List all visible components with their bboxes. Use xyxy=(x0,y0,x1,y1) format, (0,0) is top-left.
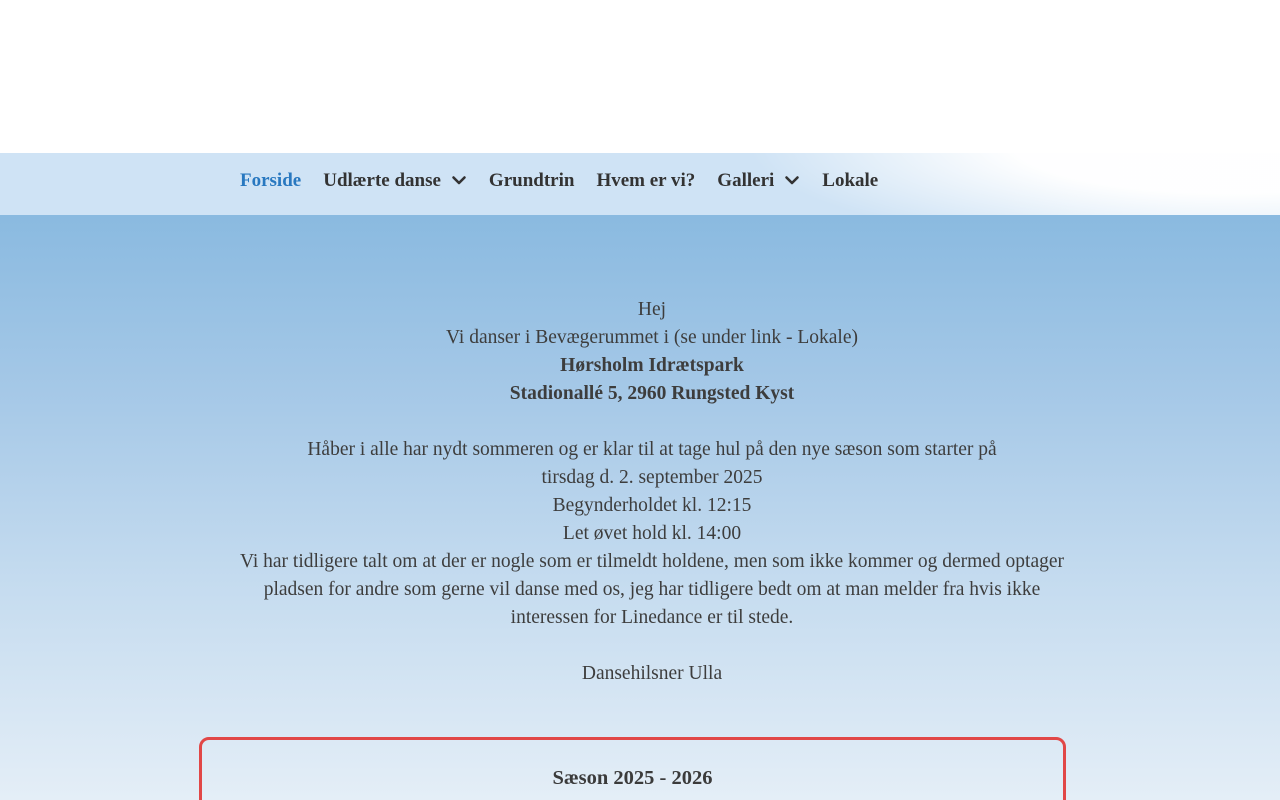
beginner-class-time: Begynderholdet kl. 12:15 xyxy=(552,495,752,516)
season-start-date: tirsdag d. 2. september 2025 xyxy=(541,467,763,488)
intro-line: Hej xyxy=(637,299,667,320)
spacer xyxy=(199,408,1105,436)
main-nav xyxy=(0,153,1280,215)
nav-item-lokale[interactable]: Lokale xyxy=(822,170,879,191)
chevron-down-icon xyxy=(784,170,800,192)
site-header xyxy=(0,0,1280,153)
message-line: interessen for Linedance er til stede. xyxy=(510,607,794,628)
season-box-title: Sæson 2025 - 2026 xyxy=(552,767,713,789)
signoff-line: Dansehilsner Ulla xyxy=(581,663,723,684)
spacer xyxy=(199,632,1105,660)
main-content xyxy=(0,215,1280,800)
nav-item-label: Galleri xyxy=(717,170,775,191)
season-box xyxy=(199,737,1066,800)
nav-item-hvem-er-vi[interactable]: Hvem er vi? xyxy=(596,170,696,191)
message-line: pladsen for andre som gerne vil danse med os, jeg har tidligere bedt om at man melder fra hvis ikke xyxy=(263,579,1041,600)
venue-name: Hørsholm Idrætspark xyxy=(560,355,744,376)
content-column xyxy=(199,215,1105,800)
nav-item-grundtrin[interactable]: Grundtrin xyxy=(488,170,575,191)
nav-item-galleri[interactable] xyxy=(706,166,811,196)
nav-item-forside[interactable]: Forside xyxy=(240,170,302,191)
venue-address: Stadionallé 5, 2960 Rungsted Kyst xyxy=(509,383,795,404)
intro-line: Vi danser i Bevægerummet i (se under link - Lokale) xyxy=(445,327,858,348)
nav-item-udlaerte-danse[interactable] xyxy=(312,166,478,196)
nav-item-label: Udlærte danse xyxy=(323,170,441,191)
message-line: Vi har tidligere talt om at der er nogle som er tilmeldt holdene, men som ikke kommer og dermed optager xyxy=(239,551,1065,572)
chevron-down-icon xyxy=(451,170,467,192)
message-line: Håber i alle har nydt sommeren og er klar til at tage hul på den nye sæson som starter på xyxy=(307,439,997,460)
experienced-class-time: Let øvet hold kl. 14:00 xyxy=(562,523,742,544)
